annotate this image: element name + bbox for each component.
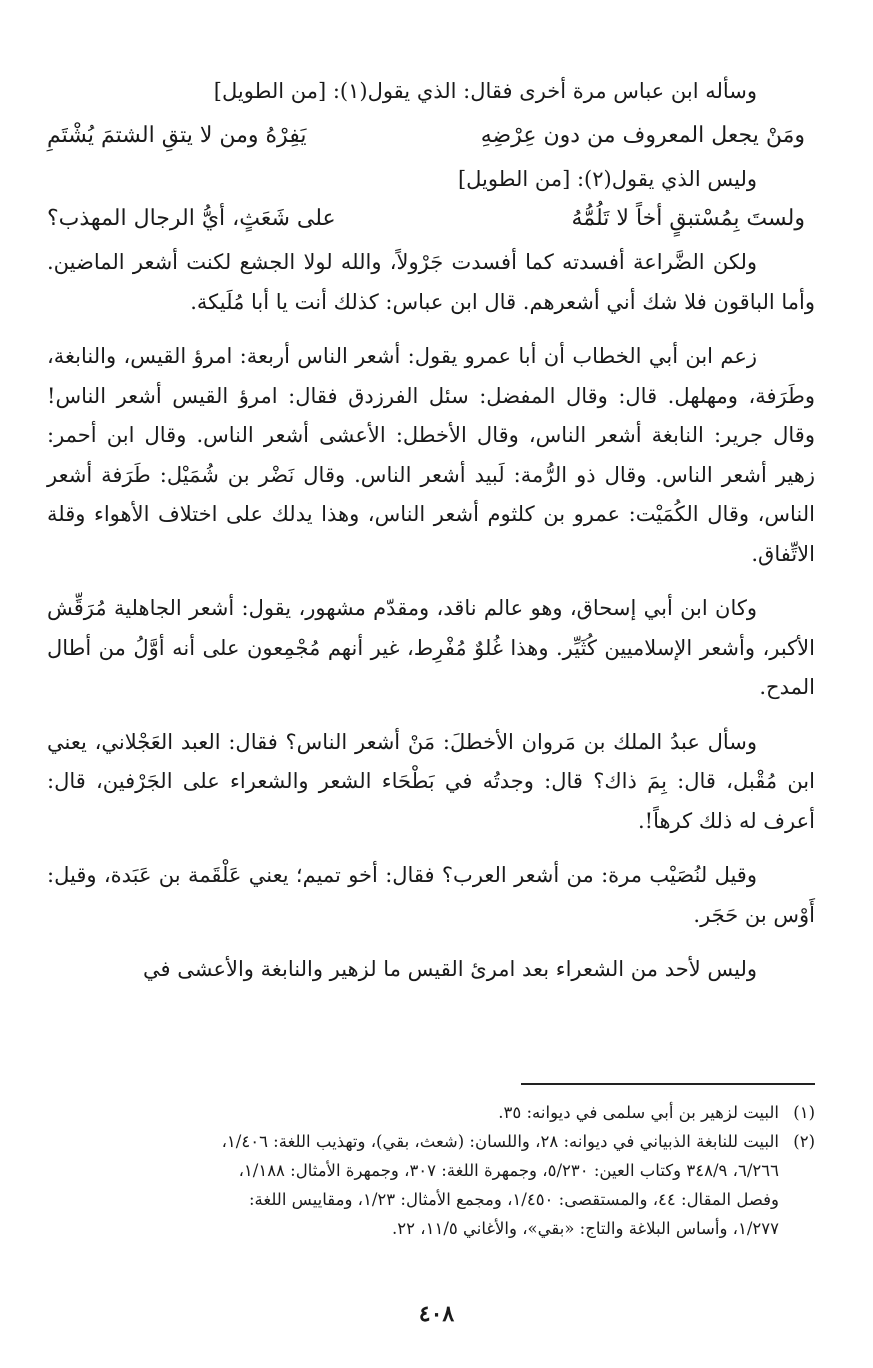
- footnote-1-text: البيت لزهير بن أبي سلمى في ديوانه: ٣٥.: [498, 1103, 779, 1122]
- verse-2-first-hemistich: ولستَ بِمُسْتبقٍ أخاً لا تَلُمُّهُ: [571, 206, 805, 231]
- verse-line-2: [47, 199, 811, 239]
- footnote-2-line-2: ٦/٢٦٦، ٣٤٨/٩ وكتاب العين: ٥/٢٣٠، وجمهرة اللغة: ٣٠٧، وجمهرة الأمثال: ١/١٨٨،: [238, 1161, 779, 1180]
- footnote-separator: [521, 1083, 815, 1085]
- paragraph-4: وسأل عبدُ الملك بن مَروان الأخطلَ: مَنْ أشعر الناس؟ فقال: العبد العَجْلاني، يعني ابن مُقْبل، قال: بِمَ ذاك؟ قال: وجدتُه في بَطْحَاء الشعر والشعراء على الجَرْفين، قال: أعرف له ذلك كرهاً!.: [47, 729, 815, 833]
- paragraph-intro-verse2: وليس الذي يقول(٢): [من الطويل]: [457, 166, 757, 191]
- main-text: [47, 72, 815, 1005]
- footnotes: [47, 1098, 815, 1243]
- verse-line-1: [47, 116, 811, 156]
- page-number: ٤٠٨: [418, 1301, 455, 1327]
- footnote-1: [47, 1098, 815, 1127]
- footnote-2-number: (٢): [793, 1132, 815, 1151]
- verse-1-first-hemistich: ومَنْ يجعل المعروف من دون عِرْضِهِ: [480, 122, 805, 148]
- footnote-2-line-3: وفصل المقال: ٤٤، والمستقصى: ١/٤٥٠، ومجمع الأمثال: ١/٢٣، ومقاييس اللغة:: [248, 1190, 779, 1209]
- footnote-1-number: (١): [793, 1103, 815, 1122]
- verse-1-second-hemistich: يَفِرْهُ ومن لا يتقِ الشتمَ يُشْتَمِ: [47, 122, 307, 148]
- paragraph-intro-verse1: وسأله ابن عباس مرة أخرى فقال: الذي يقول(١): [من الطويل]: [213, 79, 757, 103]
- footnote-2-line-4: ١/٢٧٧، وأساس البلاغة والتاج: «بقي»، والأغاني ١١/٥، ٢٢.: [392, 1219, 779, 1238]
- paragraph-2: زعم ابن أبي الخطاب أن أبا عمرو يقول: أشعر الناس أربعة: امرؤ القيس، والنابغة، وطَرَفة، ومهلهل. قال: وقال المفضل: سئل الفرزدق فقال: امرؤ القيس أشعر الناس! وقال جرير: النابغة أشعر الناس، وقال الأخطل: الأعشى أشعر الناس. وقال ابن أحمر: زهير أشعر الناس. وقال ذو الرُّمة: لَبيد أشعر الناس. وقال نَضْر بن شُمَيْل: طَرَفة أشعر الناس، وقال الكُمَيْت: عمرو بن كلثوم أشعر الناس، وهذا يدلك على اختلاف الأهواء وقلة الاتِّفاق.: [47, 344, 816, 566]
- verse-2-second-hemistich: على شَعَثٍ، أيُّ الرجال المهذب؟: [47, 206, 336, 231]
- paragraph-1: ولكن الضَّراعة أفسدته كما أفسدت جَرْولاً، والله لولا الجشع لكنت أشعر الماضين. وأما الباقون فلا شك أني أشعرهم. قال ابن عباس: كذلك أنت يا أبا مُلَيكة.: [47, 250, 815, 314]
- footnote-2: [47, 1127, 815, 1156]
- footnote-2-text: البيت للنابغة الذبياني في ديوانه: ٢٨، واللسان: (شعث، بقي)، وتهذيب اللغة: ١/٤٠٦،: [221, 1132, 779, 1151]
- paragraph-5: وقيل لنُصَيْب مرة: من أشعر العرب؟ فقال: أخو تميم؛ يعني عَلْقَمة بن عَبَدة، وقيل: أَوْس بن حَجَر.: [47, 863, 815, 927]
- paragraph-6: وليس لأحد من الشعراء بعد امرئ القيس ما لزهير والنابغة والأعشى في: [143, 957, 757, 981]
- paragraph-3: وكان ابن أبي إسحاق، وهو عالم ناقد، ومقدّم مشهور، يقول: أشعر الجاهلية مُرَقِّش الأكبر، وأشعر الإسلاميين كُثَيِّر. وهذا غُلوٌ مُفْرِط، غير أنهم مُجْمِعون على أنه أوَّلُ من أطال المدح.: [47, 596, 815, 699]
